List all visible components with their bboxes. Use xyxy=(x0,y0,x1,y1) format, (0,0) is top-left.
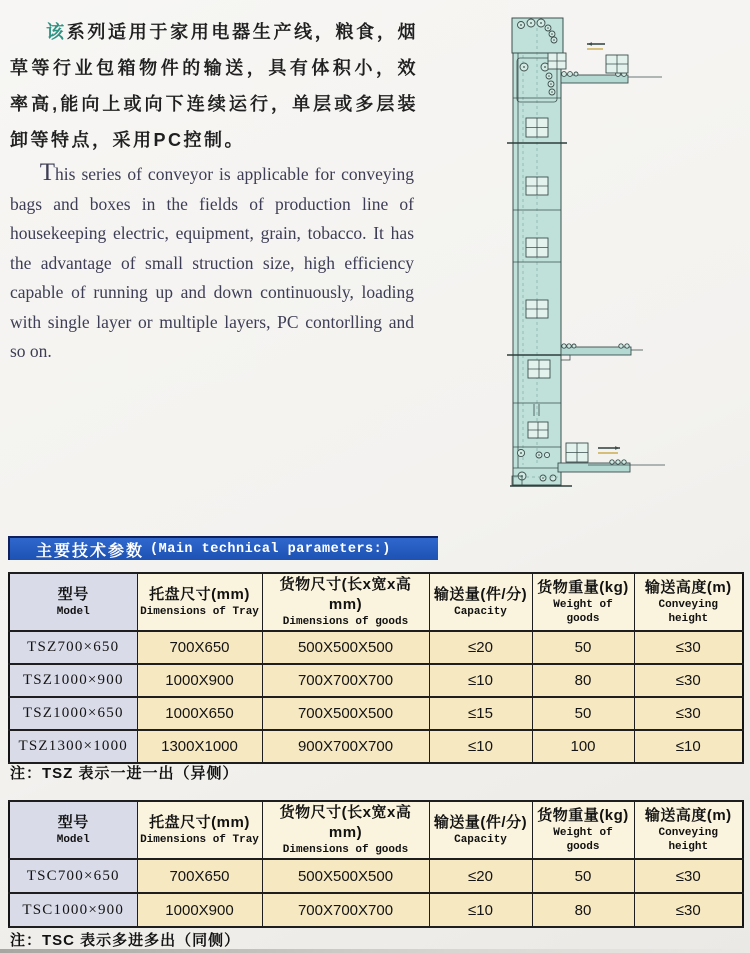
table-row xyxy=(9,859,743,893)
table-row xyxy=(9,697,743,730)
height-cell: ≤30 xyxy=(634,631,743,664)
capacity-cell: ≤10 xyxy=(429,664,532,697)
height-cell: ≤30 xyxy=(634,893,743,927)
model-cell: TSC1000×900 xyxy=(9,893,137,927)
vertical-conveyor-drawing-icon xyxy=(500,10,675,492)
weight-cell: 100 xyxy=(532,730,634,763)
tray-dimensions-cell: 1000X900 xyxy=(137,664,262,697)
weight-cell: 50 xyxy=(532,697,634,730)
tray-dimensions-cell: 700X650 xyxy=(137,631,262,664)
column-header-capacity: 输送量(件/分) Capacity xyxy=(429,801,532,859)
goods-dimensions-cell: 700X700X700 xyxy=(262,893,429,927)
tray-dimensions-cell: 1300X1000 xyxy=(137,730,262,763)
intro-en-lead-char: T xyxy=(39,159,56,186)
intro-zh-text: 系列适用于家用电器生产线，粮食，烟草等行业包箱物件的输送，具有体积小，效率高,能向上或向下连续运行，单层或多层装卸等特点，采用PC控制。 xyxy=(10,22,419,150)
tsz-parameters-table xyxy=(8,572,744,764)
intro-paragraph-zh xyxy=(10,14,418,158)
column-header-model: 型号 Model xyxy=(9,573,137,631)
table-row xyxy=(9,664,743,697)
column-header-height: 输送高度(m) Conveying height xyxy=(634,573,743,631)
column-header-weight: 货物重量(kg) Weight of goods xyxy=(532,801,634,859)
model-cell: TSZ1000×650 xyxy=(9,697,137,730)
header-row xyxy=(9,801,743,859)
height-cell: ≤30 xyxy=(634,664,743,697)
table-row xyxy=(9,730,743,763)
tsz-table-note: 注：TSZ 表示一进一出（异侧） xyxy=(10,765,239,782)
model-cell: TSZ1300×1000 xyxy=(9,730,137,763)
weight-cell: 80 xyxy=(532,893,634,927)
column-header-weight: 货物重量(kg) Weight of goods xyxy=(532,573,634,631)
capacity-cell: ≤10 xyxy=(429,893,532,927)
height-cell: ≤30 xyxy=(634,697,743,730)
goods-dimensions-cell: 500X500X500 xyxy=(262,859,429,893)
tsc-parameters-table xyxy=(8,800,744,928)
weight-cell: 50 xyxy=(532,631,634,664)
intro-paragraph-en xyxy=(10,160,414,367)
tsc-table-note: 注：TSC 表示多进多出（同侧） xyxy=(10,932,241,949)
intro-zh-lead-char: 该 xyxy=(46,22,67,42)
column-header-height: 输送高度(m) Conveying height xyxy=(634,801,743,859)
goods-dimensions-cell: 700X700X700 xyxy=(262,664,429,697)
model-cell: TSC700×650 xyxy=(9,859,137,893)
tray-dimensions-cell: 1000X650 xyxy=(137,697,262,730)
banner-title-en: (Main technical parameters:) xyxy=(150,541,391,557)
column-header-model: 型号 Model xyxy=(9,801,137,859)
column-header-capacity: 输送量(件/分) Capacity xyxy=(429,573,532,631)
banner-title-zh: 主要技术参数 xyxy=(36,542,145,560)
table-row xyxy=(9,893,743,927)
goods-dimensions-cell: 500X500X500 xyxy=(262,631,429,664)
goods-dimensions-cell: 900X700X700 xyxy=(262,730,429,763)
column-header-tray: 托盘尺寸(mm) Dimensions of Tray xyxy=(137,573,262,631)
conveyor-diagram xyxy=(500,10,675,492)
column-header-tray: 托盘尺寸(mm) Dimensions of Tray xyxy=(137,801,262,859)
weight-cell: 50 xyxy=(532,859,634,893)
column-header-goods: 货物尺寸(长x宽x高mm) Dimensions of goods xyxy=(262,801,429,859)
capacity-cell: ≤20 xyxy=(429,859,532,893)
tray-dimensions-cell: 1000X900 xyxy=(137,893,262,927)
model-cell: TSZ700×650 xyxy=(9,631,137,664)
table-row xyxy=(9,631,743,664)
model-cell: TSZ1000×900 xyxy=(9,664,137,697)
tray-dimensions-cell: 700X650 xyxy=(137,859,262,893)
section-banner xyxy=(8,536,438,560)
column-header-goods: 货物尺寸(长x宽x高mm) Dimensions of goods xyxy=(262,573,429,631)
intro-en-text: his series of conveyor is applicable for conveying bags and boxes in the fields of production line of housekeeping electric, equipment, grain, tobacco. It has the advantage of small struction size, high efficiency capable of running up and down continuously, loading with single layer or multiple layers, PC contorlling and so on. xyxy=(10,164,414,361)
weight-cell: 80 xyxy=(532,664,634,697)
height-cell: ≤10 xyxy=(634,730,743,763)
height-cell: ≤30 xyxy=(634,859,743,893)
capacity-cell: ≤10 xyxy=(429,730,532,763)
capacity-cell: ≤15 xyxy=(429,697,532,730)
header-row xyxy=(9,573,743,631)
capacity-cell: ≤20 xyxy=(429,631,532,664)
goods-dimensions-cell: 700X500X500 xyxy=(262,697,429,730)
